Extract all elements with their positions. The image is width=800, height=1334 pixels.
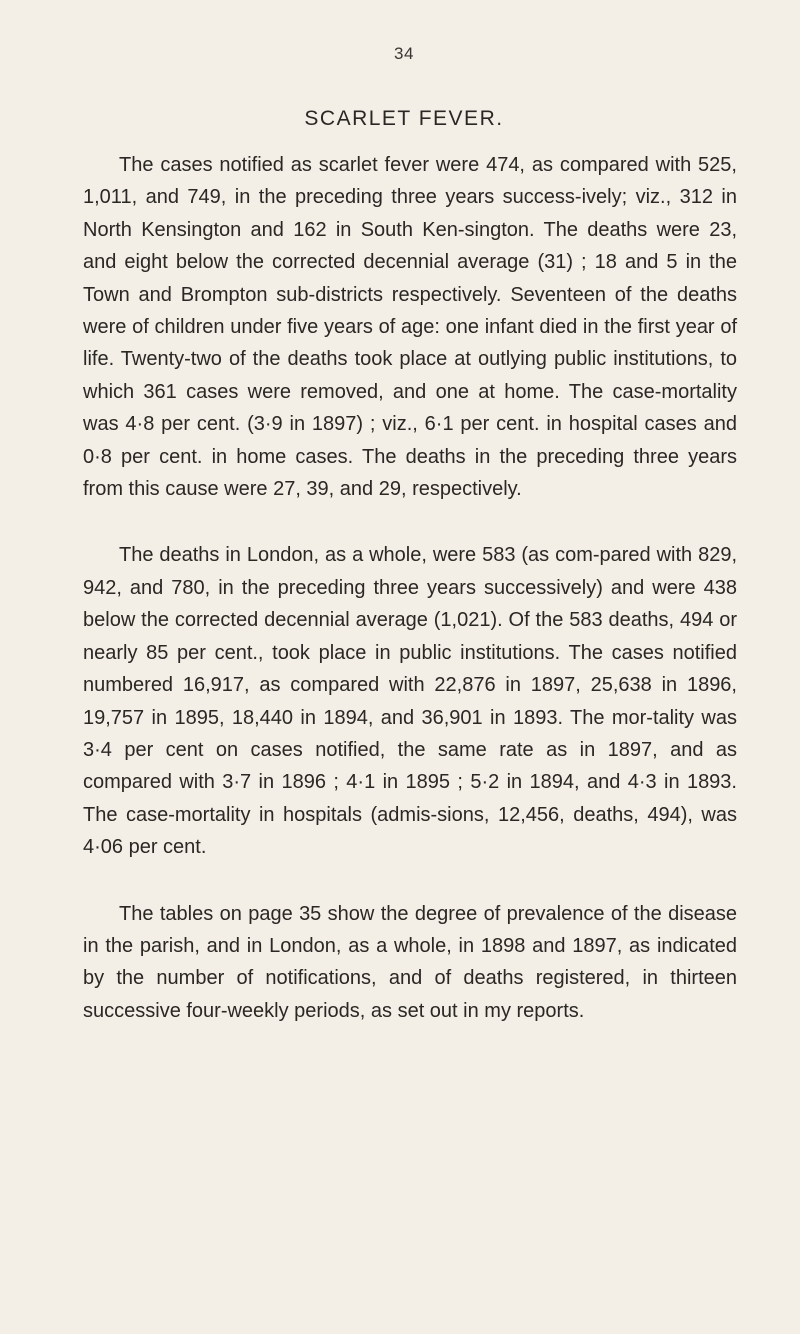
paragraph-london: The deaths in London, as a whole, were 583 (as com-pared with 829, 942, and 780, in the preceding three years successively) and were 438 below the corrected decennial average (1,021). Of the 583 deaths, 494 or nearly 85 per cent., took place in public institutions. The cases notified numbered 16,917, as compared with 22,876 in 1897, 25,638 in 1896, 19,757 in 1895, 18,440 in 1894, and 36,901 in 1893. The mor-tality was 3·4 per cent on cases notified, the same rate as in 1897, and as compared with 3·7 in 1896 ; 4·1 in 1895 ; 5·2 in 1894, and 4·3 in 1893. The case-mortality in hospitals (admis-sions, 12,456, deaths, 494), was 4·06 per cent. bbox=[83, 544, 737, 859]
page-number: 34 bbox=[394, 44, 414, 63]
document-page bbox=[83, 44, 737, 1027]
paragraph-tables: The tables on page 35 show the degree of prevalence of the disease in the parish, and in London, as a whole, in 1898 and 1897, as indicated by the number of notifications, and of deaths registered, in thirteen successive four-weekly periods, as set out in my reports. bbox=[83, 902, 737, 1022]
paragraph-kensington: The cases notified as scarlet fever were 474, as compared with 525, 1,011, and 749, in the preceding three years success-ively; viz., 312 in North Kensington and 162 in South Ken-sington. The deaths were 23, and eight below the corrected decennial average (31) ; 18 and 5 in the Town and Brompton sub-districts respectively. Seventeen of the deaths were of children under five years of age: one infant died in the first year of life. Twenty-two of the deaths took place at outlying public institutions, to which 361 cases were removed, and one at home. The case-mortality was 4·8 per cent. (3·9 in 1897) ; viz., 6·1 per cent. in hospital cases and 0·8 per cent. in home cases. The deaths in the preceding three years from this cause were 27, 39, and 29, respectively. bbox=[83, 154, 737, 501]
section-title: SCARLET FEVER. bbox=[304, 107, 504, 130]
